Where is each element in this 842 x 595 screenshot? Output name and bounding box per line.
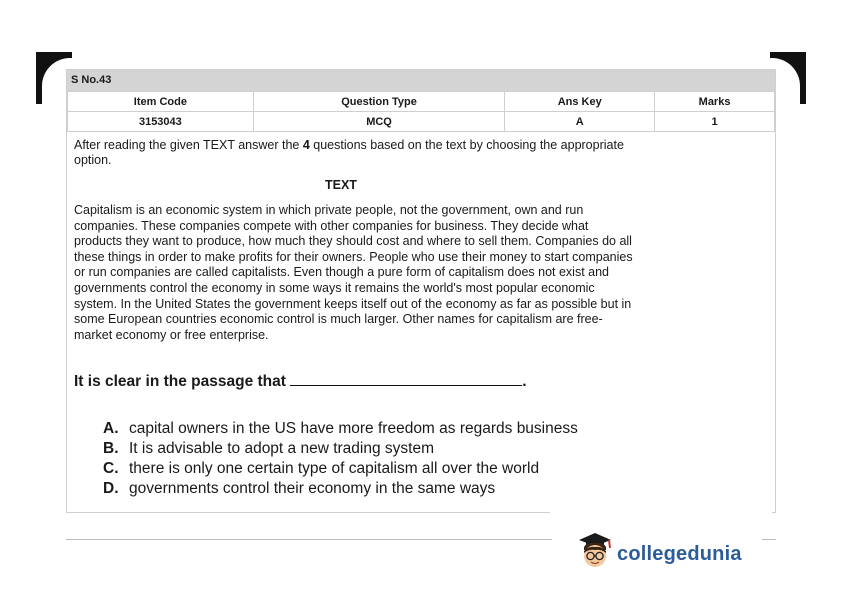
- answer-blank: [290, 371, 522, 386]
- header-ans-key: Ans Key: [505, 92, 655, 112]
- serial-number: S No.43: [67, 70, 775, 91]
- question-type-value: MCQ: [253, 112, 505, 132]
- header-marks: Marks: [655, 92, 775, 112]
- instruction-text: After reading the given TEXT answer the 4 questions based on the text by choosing the appropriate option.: [74, 138, 624, 167]
- divider-right: [762, 539, 776, 540]
- option-text: It is advisable to adopt a new trading system: [129, 440, 434, 457]
- meta-header-row: [68, 92, 775, 112]
- item-meta-table: [67, 91, 775, 132]
- question-sheet: [66, 69, 776, 513]
- option-text: governments control their economy in the same ways: [129, 480, 496, 497]
- item-code-value: 3153043: [68, 112, 254, 132]
- graduate-avatar-icon: [579, 533, 611, 567]
- option-text: capital owners in the US have more freedom as regards business: [129, 420, 578, 437]
- option-text: there is only one certain type of capitalism all over the world: [129, 460, 540, 477]
- option-letter: A.: [103, 420, 119, 437]
- divider-left: [66, 539, 552, 540]
- meta-value-row: [68, 112, 775, 132]
- passage: Capitalism is an economic system in which private people, not the government, own and run companies. These companies compete with other companies for business. They decide what products they want to produce, how much they should cost and where to sell them. Companies do all these things in order to make profits for their owners. People who use their money to start companies or run companies are called capitalists. Even though a pure form of capitalism does not exist and governments control the economy in some ways it remains the world's most popular economic system. In the United States the government keeps itself out of the economy as far as possible but in some European countries economic control is much larger. Other names for capitalism are free-market economy or free enterprise.: [74, 203, 633, 342]
- option-letter: B.: [103, 440, 119, 457]
- question-count: 4: [302, 138, 310, 152]
- option-b[interactable]: [103, 439, 578, 459]
- border-gap: [550, 505, 772, 515]
- option-a[interactable]: [103, 419, 578, 439]
- option-c[interactable]: [103, 459, 578, 479]
- options-list: [103, 419, 578, 499]
- ans-key-value: A: [505, 112, 655, 132]
- option-letter: D.: [103, 480, 119, 497]
- text-heading: TEXT: [325, 178, 357, 192]
- option-d[interactable]: [103, 479, 578, 499]
- brand-name[interactable]: collegedunia: [617, 543, 742, 565]
- marks-value: 1: [655, 112, 775, 132]
- header-item-code: Item Code: [68, 92, 254, 112]
- question-stem: It is clear in the passage that .: [74, 373, 527, 390]
- header-question-type: Question Type: [253, 92, 505, 112]
- option-letter: C.: [103, 460, 119, 477]
